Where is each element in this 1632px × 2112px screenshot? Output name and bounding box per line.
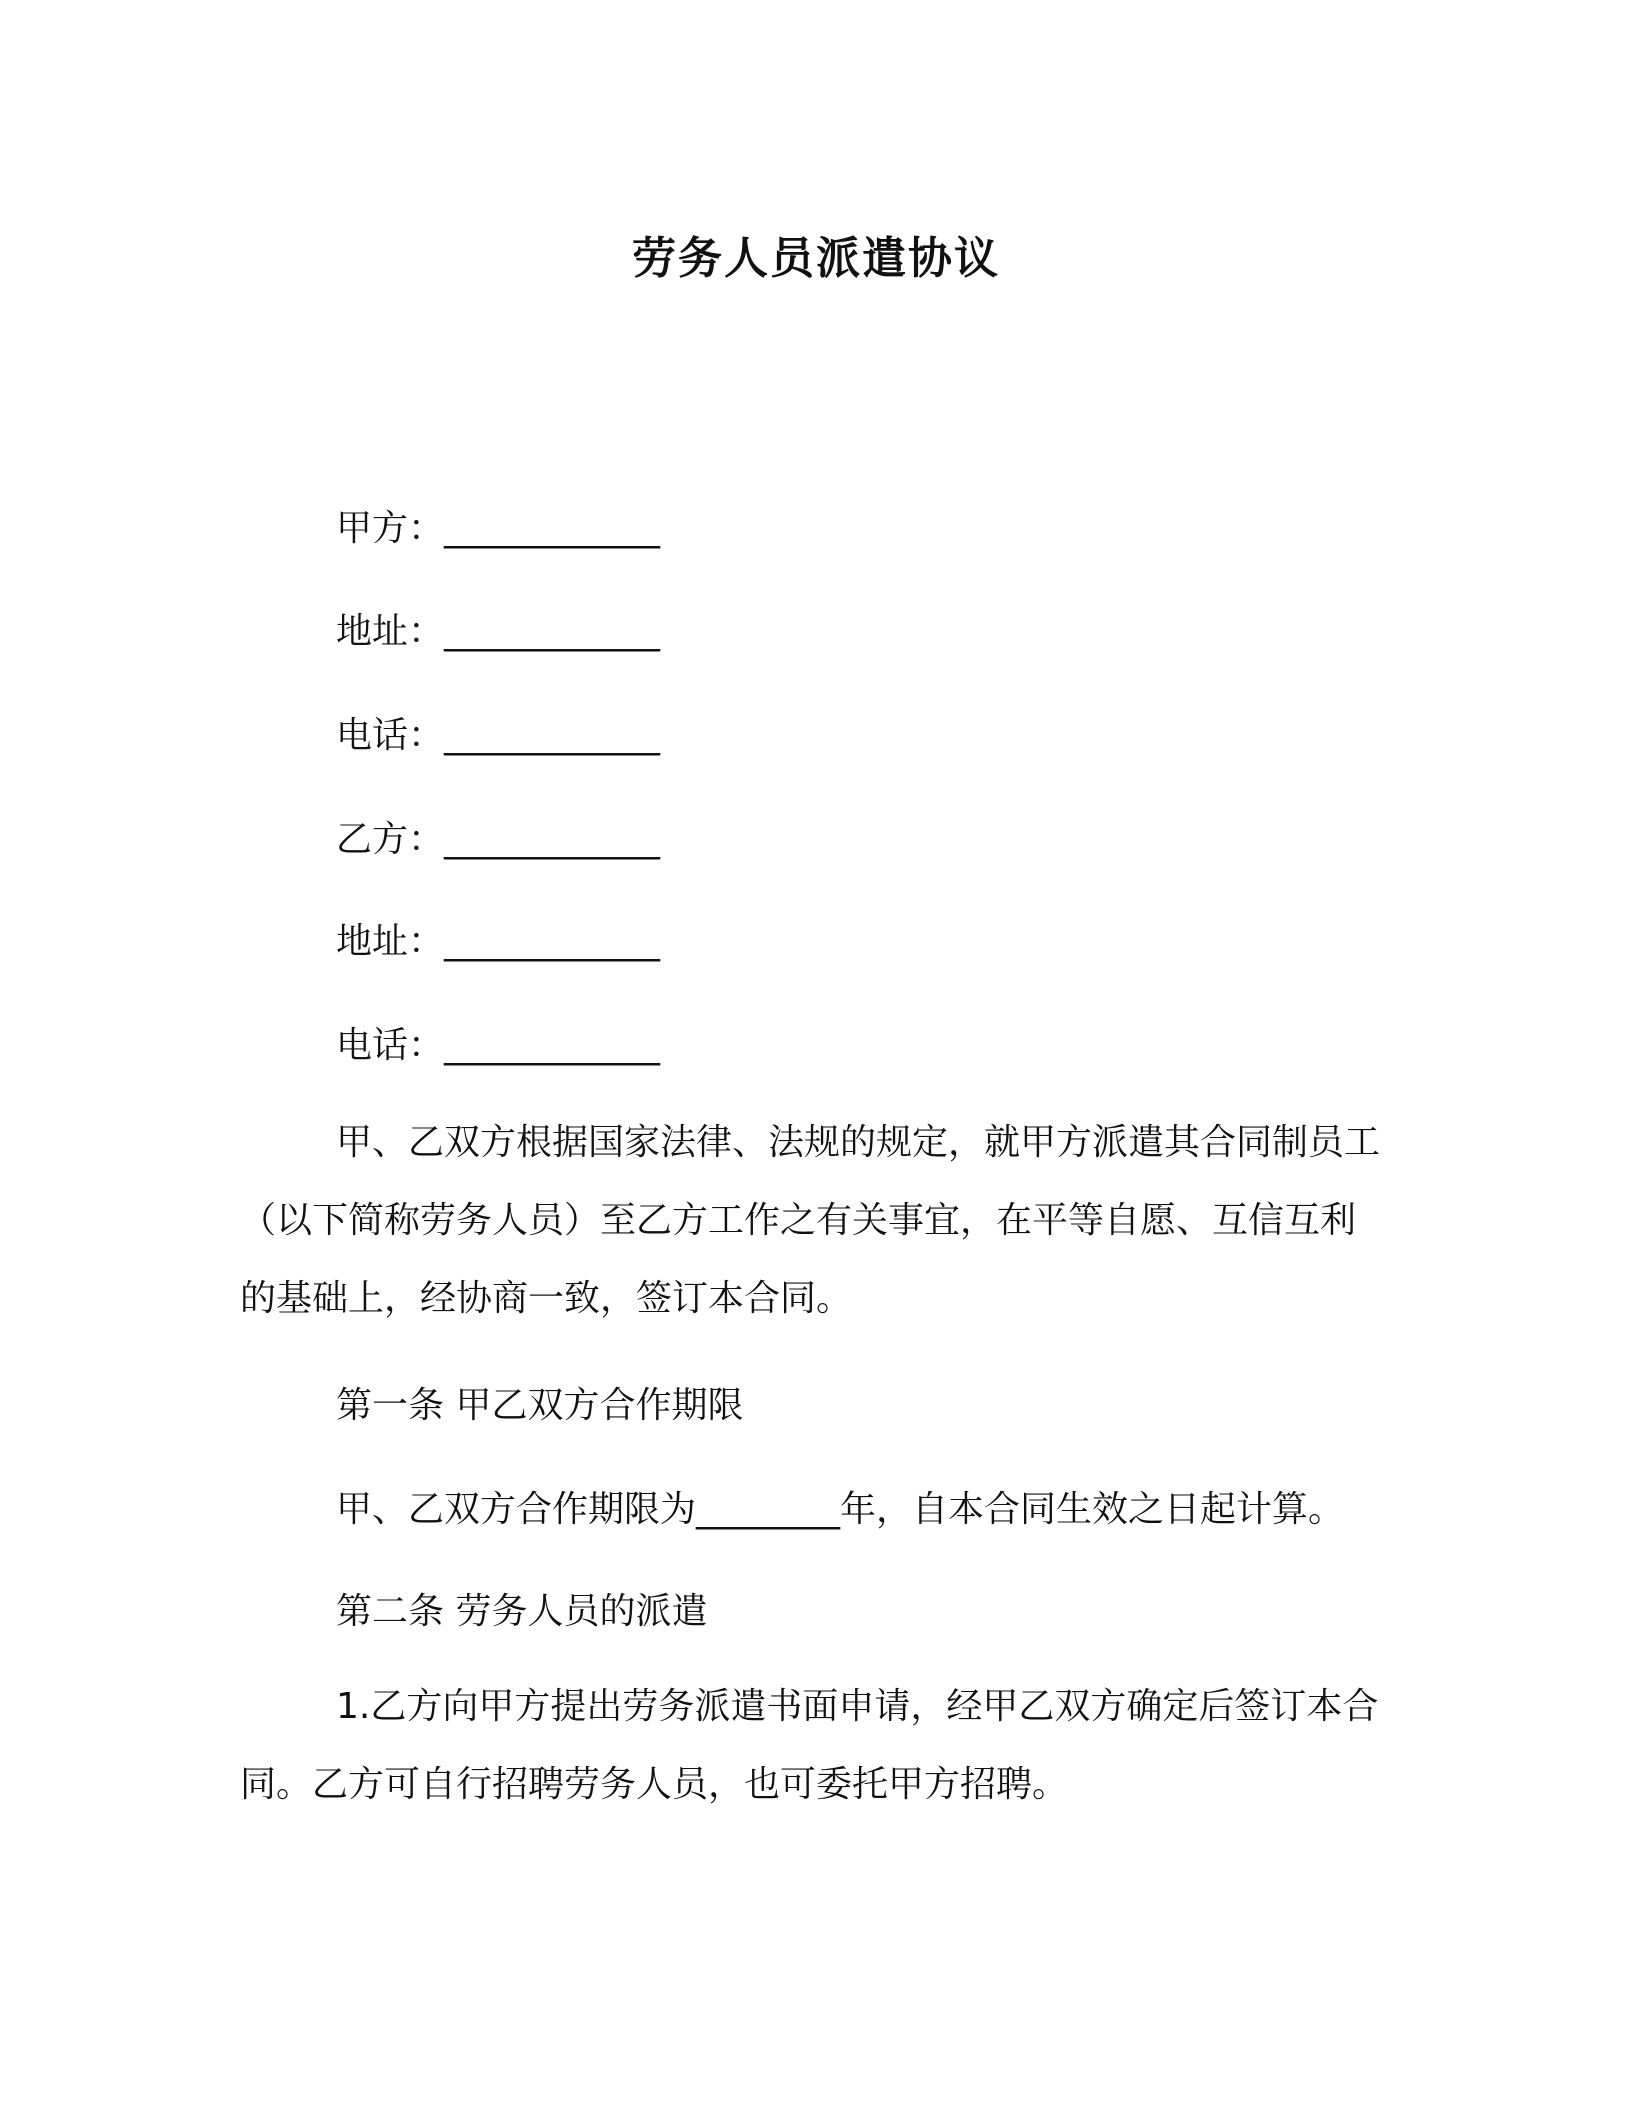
article1-heading: 第一条 甲乙双方合作期限 [336, 1385, 744, 1426]
intro-paragraph: 甲、乙双方根据国家法律、法规的规定，就甲方派遣其合同制员工（以下简称劳务人员）至乙方工作之有关事宜，在平等自愿、互信互利的基础上，经协商一致，签订本合同。 [240, 1122, 1381, 1319]
party-a-name-field: 甲方：____________ [336, 508, 661, 549]
article2-heading: 第二条 劳务人员的派遣 [336, 1591, 708, 1632]
party-a-address-field: 地址：____________ [336, 611, 661, 652]
party-b-address-field: 地址：____________ [336, 921, 661, 962]
party-a-phone-field: 电话：____________ [336, 715, 661, 756]
party-b-phone-field: 电话：____________ [336, 1025, 661, 1066]
party-b-name-field: 乙方：____________ [336, 819, 661, 860]
document-title: 劳务人员派遣协议 [632, 233, 1000, 284]
article2-item1: 1.乙方向甲方提出劳务派遣书面申请，经甲乙双方确定后签订本合同。乙方可自行招聘劳务人员，也可委托甲方招聘。 [240, 1686, 1379, 1805]
article1-text: 甲、乙双方合作期限为________年，自本合同生效之日起计算。 [336, 1489, 1345, 1530]
